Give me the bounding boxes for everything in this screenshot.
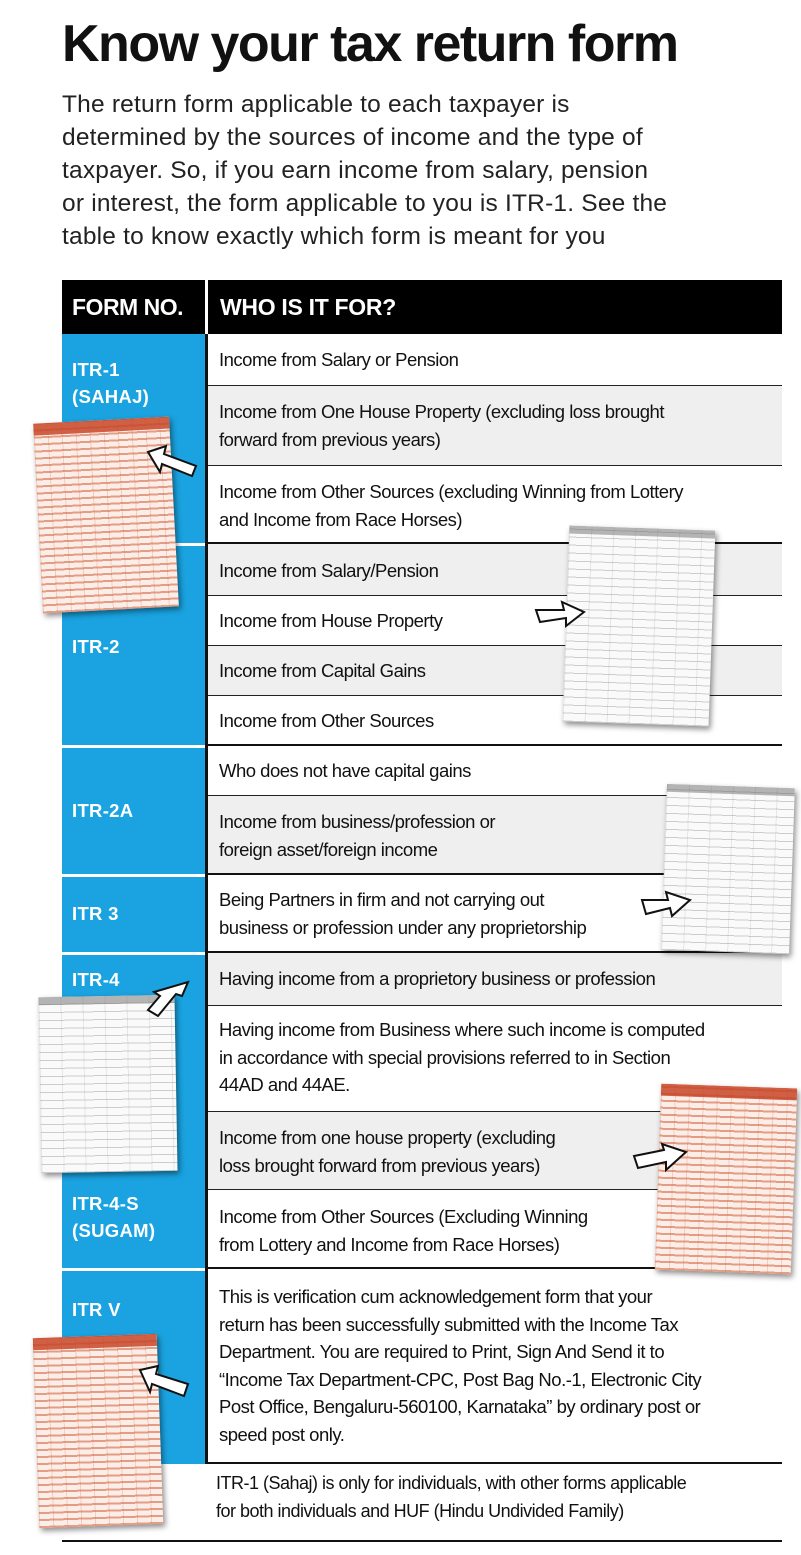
row-text-line: forward from previous years): [219, 428, 441, 450]
row-text-line: Income from business/profession or: [219, 811, 496, 832]
intro-line: taxpayer. So, if you earn income from salary, pension: [62, 157, 649, 184]
footnote-line: for both individuals and HUF (Hindu Undivided Family): [216, 1500, 624, 1521]
row-text-line: This is verification cum acknowledgement form that your: [219, 1286, 653, 1307]
form-label-itr-2: [72, 633, 120, 660]
row-text-line: Income from One House Property (excluding loss brought: [219, 401, 664, 422]
row-text-line: Income from Other Sources: [219, 710, 434, 731]
form-thumbnail-itr-4: [38, 995, 177, 1173]
row-text-line: and Income from Race Horses): [219, 508, 463, 530]
form-label-line: ITR 3: [72, 903, 119, 924]
row-text-line: Income from one house property (excluding: [219, 1127, 556, 1148]
form-label-line: ITR V: [72, 1299, 121, 1320]
arrow-icon: [136, 1362, 192, 1402]
row-text-line: Income from Salary/Pension: [219, 560, 439, 581]
row-text-line: in accordance with special provisions referred to in Section: [219, 1046, 671, 1068]
arrow-icon: [142, 978, 198, 1018]
footnote: [208, 1470, 782, 1525]
row-text-line: Income from Capital Gains: [219, 660, 426, 681]
row-text-line: loss brought forward from previous years): [219, 1154, 540, 1176]
group-separator: [62, 874, 205, 877]
table-row: [208, 953, 782, 1006]
row-text-line: foreign asset/foreign income: [219, 838, 438, 860]
arrow-icon: [638, 886, 694, 922]
row-text-line: return has been successfully submitted with the Income Tax: [219, 1313, 679, 1335]
intro-line: determined by the sources of income and the type of: [62, 124, 643, 151]
form-label-itr-4-s: [72, 1190, 155, 1244]
row-text-line: Having income from a proprietory business or profession: [219, 968, 656, 989]
form-label-line: (SAHAJ): [72, 386, 150, 407]
form-label-itr-4: [72, 966, 120, 993]
row-text-line: from Lottery and Income from Race Horses): [219, 1233, 560, 1255]
form-label-line: ITR-1: [72, 359, 120, 380]
intro-line: The return form applicable to each taxpayer is: [62, 91, 570, 118]
row-text-line: Post Office, Bengaluru-560100, Karnataka” by ordinary post or: [219, 1396, 701, 1417]
group-separator: [62, 952, 205, 955]
form-label-itr-1: [72, 356, 149, 410]
group-separator: [62, 1268, 205, 1271]
table-row: [208, 334, 782, 386]
row-text-line: Income from Other Sources (Excluding Winning: [219, 1206, 588, 1227]
form-label-itr-3: [72, 900, 119, 927]
intro-line: or interest, the form applicable to you is ITR-1. See the: [62, 190, 668, 217]
form-label-line: ITR-2A: [72, 800, 134, 821]
header-who-is-it-for: WHO IS IT FOR?: [208, 280, 782, 334]
row-text-line: Being Partners in firm and not carrying out: [219, 889, 545, 910]
row-text-line: 44AD and 44AE.: [219, 1074, 350, 1095]
arrow-icon: [144, 442, 200, 482]
arrow-icon: [532, 596, 588, 632]
intro-text: [62, 88, 787, 253]
form-label-itr-v: [72, 1296, 121, 1323]
row-text-line: business or profession under any proprietorship: [219, 916, 587, 938]
page-title: Know your tax return form: [62, 15, 678, 73]
form-thumbnail-itr-3: [661, 784, 795, 954]
row-text-line: Department. You are required to Print, Sign And Send it to: [219, 1341, 665, 1362]
form-label-line: ITR-4: [72, 969, 120, 990]
form-label-line: (SUGAM): [72, 1220, 156, 1241]
table-row: [208, 386, 782, 466]
row-text-line: Income from Other Sources (excluding Winning from Lottery: [219, 481, 683, 502]
row-text-line: Income from Salary or Pension: [219, 349, 459, 370]
footnote-line: ITR-1 (Sahaj) is only for individuals, with other forms applicable: [216, 1473, 687, 1493]
intro-line: table to know exactly which form is meant for you: [62, 223, 606, 250]
form-label-itr-2a: [72, 797, 133, 824]
row-text-line: Having income from Business where such income is computed: [219, 1019, 705, 1040]
header-form-no: FORM NO.: [62, 280, 205, 334]
form-thumbnail-itr-4-s: [655, 1084, 797, 1275]
table-row: [208, 1269, 782, 1464]
bottom-rule: [62, 1540, 782, 1542]
row-text-line: “Income Tax Department-CPC, Post Bag No.-1, Electronic City: [219, 1368, 702, 1390]
row-text-line: Who does not have capital gains: [219, 760, 471, 781]
row-text-line: Income from House Property: [219, 610, 443, 631]
form-label-line: ITR-2: [72, 636, 120, 657]
group-separator: [62, 745, 205, 748]
row-text-line: speed post only.: [219, 1423, 345, 1445]
form-label-line: ITR-4-S: [72, 1193, 139, 1214]
arrow-icon: [630, 1140, 690, 1176]
